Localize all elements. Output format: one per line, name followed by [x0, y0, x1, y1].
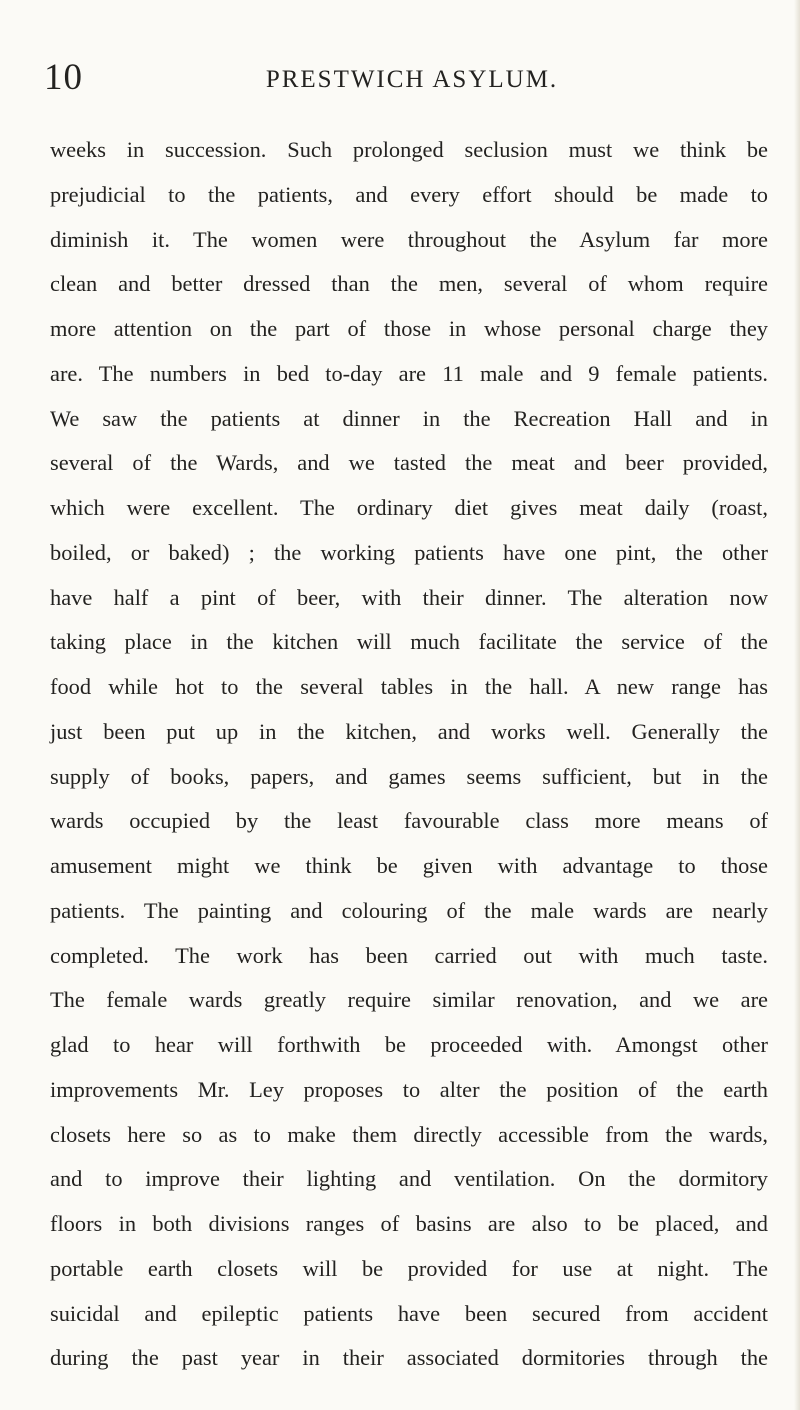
text-line: glad to hear will forthwith be proceeded with. Amongst other [50, 1032, 768, 1057]
text-line: amusement might we think be given with advantage to those [50, 853, 768, 878]
body-text [50, 128, 768, 1381]
text-line: boiled, or baked) ; the working patients have one pint, the other [50, 539, 768, 565]
text-line: have half a pint of beer, with their dinner. The alteration now [50, 584, 768, 610]
text-line: suicidal and epileptic patients have been secured from accident [50, 1300, 768, 1326]
text-line: several of the Wards, and we tasted the meat and beer provided, [50, 450, 768, 476]
text-line: We saw the patients at dinner in the Recreation Hall and in [50, 405, 768, 431]
text-line: patients. The painting and colouring of the male wards are nearly [50, 897, 768, 923]
text-line: taking place in the kitchen will much facilitate the service of the [50, 629, 768, 655]
text-line: The female wards greatly require similar renovation, and we are [50, 987, 768, 1013]
page-edge-shadow [794, 0, 800, 1410]
text-line: improvements Mr. Ley proposes to alter the position of the earth [50, 1076, 768, 1102]
text-line: floors in both divisions ranges of basins are also to be placed, and [50, 1211, 768, 1236]
text-line: supply of books, papers, and games seems sufficient, but in the [50, 763, 768, 789]
text-line: and to improve their lighting and ventilation. On the dormitory [50, 1166, 768, 1192]
page-number: 10 [44, 57, 83, 98]
text-line: are. The numbers in bed to-day are 11 male and 9 female patients. [50, 360, 768, 386]
text-line: portable earth closets will be provided for use at night. The [50, 1255, 768, 1281]
text-line: weeks in succession. Such prolonged seclusion must we think be [50, 137, 768, 162]
text-line: completed. The work has been carried out with much taste. [50, 942, 768, 968]
text-line: during the past year in their associated dormitories through the [50, 1345, 768, 1371]
text-line: wards occupied by the least favourable class more means of [50, 808, 768, 834]
text-line: prejudicial to the patients, and every effort should be made to [50, 181, 768, 207]
running-head: PRESTWICH ASYLUM. [265, 66, 559, 93]
text-line: closets here so as to make them directly accessible from the wards, [50, 1121, 768, 1147]
text-line: more attention on the part of those in whose personal charge they [50, 316, 768, 341]
text-line: just been put up in the kitchen, and works well. Generally the [50, 718, 768, 744]
text-line: clean and better dressed than the men, several of whom require [50, 271, 768, 297]
text-line: which were excellent. The ordinary diet gives meat daily (roast, [50, 495, 768, 520]
text-line: food while hot to the several tables in the hall. A new range has [50, 674, 768, 699]
text-line: diminish it. The women were throughout the Asylum far more [50, 226, 768, 252]
